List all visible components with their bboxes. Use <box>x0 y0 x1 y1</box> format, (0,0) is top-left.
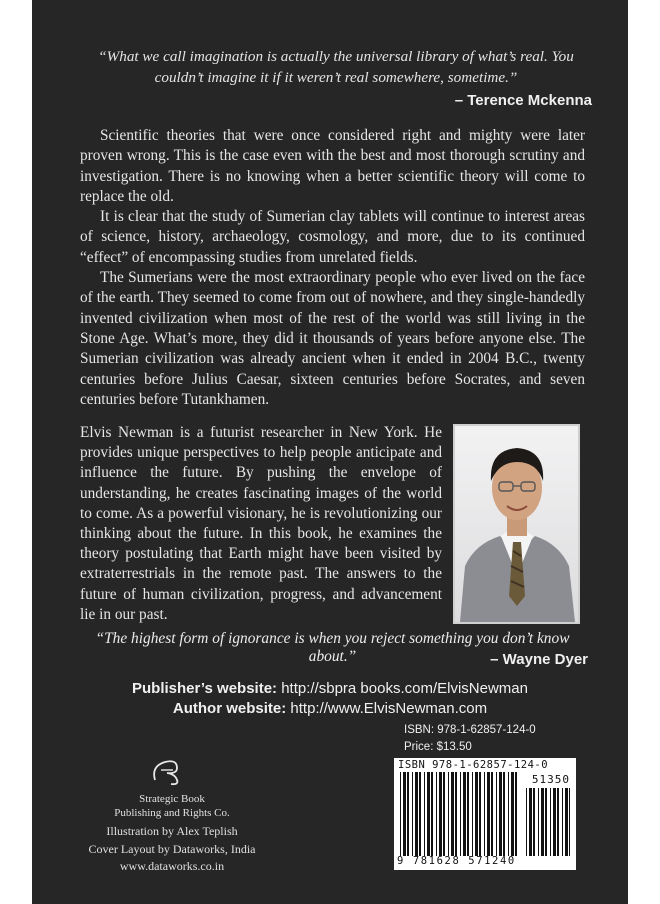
publisher-website-label: Publisher’s website: <box>132 680 278 697</box>
bottom-quote: “The highest form of ignorance is when you reject something you don’t know about.” <box>95 630 570 665</box>
barcode-number: 9 781628 571240 <box>397 855 516 867</box>
top-quote-author: – Terence Mckenna <box>454 92 592 109</box>
blurb-paragraph: Scientific theories that were once considered right and mighty were later proven wrong. This is the case even with the best and most thorough scrutiny and investigation. There is no knowing when a better scientific theory will come to replace the old. <box>80 127 585 205</box>
top-quote: “What we call imagination is actually the universal library of what’s real. You couldn’t imagine it if it weren’t real somewhere, sometime.” <box>98 48 574 86</box>
author-website-label: Author website: <box>172 700 287 717</box>
bottom-quote-author: – Wayne Dyer <box>490 651 588 668</box>
illustration-credit: Illustration by Alex Teplish <box>106 824 238 838</box>
back-cover <box>32 0 628 904</box>
blurb-paragraph: The Sumerians were the most extraordinary people who ever lived on the face of the earth. They seemed to come from out of nowhere, and they single-handedly invented civilization when most of the rest of the world was still living in the Stone Age. What’s more, they did it thousands of years before anyone else. The Sumerian civilization was already ancient when it ended in 2004 B.C., twenty centuries before Julius Caesar, sixteen centuries before Socrates, and seven centuries before Tutankhamen. <box>80 269 585 408</box>
publisher-website <box>32 680 628 697</box>
publisher-name-1: Strategic Book <box>139 793 205 805</box>
publisher-logo-icon <box>147 756 187 786</box>
barcode-addon-bars-icon <box>526 788 570 856</box>
publisher-name-2: Publishing and Rights Co. <box>114 807 230 819</box>
barcode-price: 51350 <box>531 773 570 786</box>
author-website <box>32 700 628 717</box>
isbn-text: ISBN: 978-1-62857-124-0 <box>404 724 536 736</box>
publisher-website-url[interactable]: http://sbpra books.com/ElvisNewman <box>281 680 528 697</box>
author-website-url[interactable]: http://www.ElvisNewman.com <box>290 700 488 717</box>
barcode-bars-icon <box>400 772 520 856</box>
layout-website: www.dataworks.co.in <box>119 859 225 873</box>
author-photo <box>453 424 580 624</box>
layout-credit: Cover Layout by Dataworks, India <box>88 842 256 856</box>
price-text: Price: $13.50 <box>404 741 472 753</box>
author-bio: Elvis Newman is a futurist researcher in New York. He provides unique perspectives to help people anticipate and influence the future. By pushing the envelope of understanding, he creates fascinating images of the world to come. As a powerful visionary, he is revolutionizing our thinking about the future. In this book, he examines the theory postulating that Earth might have been visited by extraterrestrials in the remote past. The answers to the future of human civilization, progress, and advancement lie in our past. <box>80 424 442 623</box>
isbn-info <box>404 722 536 756</box>
barcode <box>394 758 576 870</box>
blurb-paragraph: It is clear that the study of Sumerian clay tablets will continue to interest areas of science, history, archaeology, cosmology, and more, due to its continued “effect” of encompassing studies from unrelated fields. <box>80 208 585 266</box>
barcode-isbn: ISBN 978-1-62857-124-0 <box>398 759 549 771</box>
blurb <box>80 126 585 410</box>
